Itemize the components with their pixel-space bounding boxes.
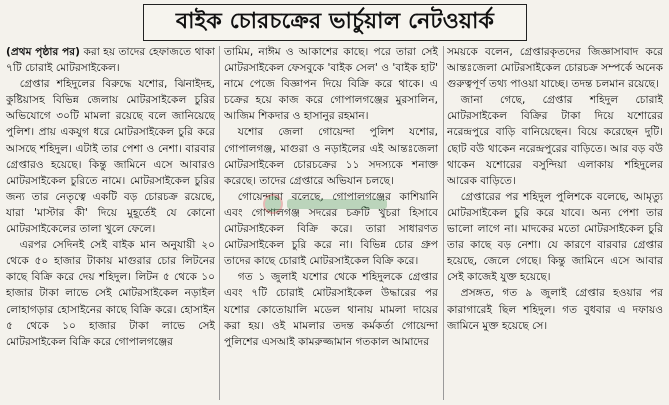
article-paragraph: সময়কে বলেন, গ্রেপ্তারকৃতদের জিজ্ঞাসাবাদ করে আন্তঃজেলা মোটরসাইকেল চোরচক্র সম্পর্কে অনেক গুরুত্বপূর্ণ তথ্য পাওয়া যাচ্ছে। তদন্ত চলমান রয়েছে। xyxy=(447,46,663,91)
paragraph-text: করা হয় তাদের হেফাজতে থাকা ৭টি চোরাই মোটরসাইকেল। xyxy=(6,46,215,75)
article-paragraph: যশোর জেলা গোয়েন্দা পুলিশ যশোর, গোপালগঞ্জ, মাগুরা ও নড়াইলের এই আন্তঃজেলা মোটরসাইকেল চোরচক্রের ১১ সদস্যকে শনাক্ত করেছে। তাদের গ্রেপ্তারে অভিযান চলছে। xyxy=(224,126,438,187)
article-column-1 xyxy=(6,44,215,402)
article-paragraph: গ্রেপ্তার শহিদুলের বিরুদ্ধে যশোর, ঝিনাইদহ, কুষ্টিয়াসহ বিভিন্ন জেলায় মোটরসাইকেল চুরির অভিযোগে ৩০টি মামলা রয়েছে বলে জানিয়েছে পুলিশ। প্রায় একযুগ ধরে মোটরসাইকেল চুরি করে আসছে শহিদুল। এটাই তার পেশা ও নেশা। বারবার গ্রেপ্তারও হয়েছে। কিন্তু জামিনে এসে আবারও মোটরসাইকেল চুরিতে নামে। মোটরসাইকেল চুরির জন্য তার নেতৃত্বে একটি বড় চোরচক্র রয়েছে, যারা 'মাস্টার কী' দিয়ে মুহূর্তেই যে কোনো মোটরসাইকেলের তালা খুলে ফেলে। xyxy=(6,78,215,236)
article-paragraph: এরপর সেদিনই সেই বাইক মান অনুযায়ী ২০ থেকে ৫০ হাজার টাকায় মাগুরার চোর লিটনের কাছে বিক্রি করে দেয় শহিদুল। লিটন ৫ থেকে ১০ হাজার টাকা লাভে সেই মোটরসাইকেল নড়াইল লোহাগড়ার হোসাইনের কাছে বিক্রি করে। হোসাইন ৫ থেকে ১০ হাজার টাকা লাভে সেই মোটরসাইকেল বিক্রি করে গোপালগঞ্জের xyxy=(6,239,215,348)
continued-label: (প্রথম পৃষ্ঠার পর) xyxy=(6,46,80,58)
headline-box xyxy=(143,4,527,41)
column-divider xyxy=(443,46,444,400)
column-divider xyxy=(219,46,220,400)
article-paragraph xyxy=(6,44,215,76)
article-paragraph: জানা গেছে, গ্রেপ্তার শহিদুল চোরাই মোটরসাইকেল বিক্রির টাকা দিয়ে যশোরের নরেন্দ্রপুরে বাড়ি বানিয়েছেন। বিয়ে করেছেন দুটি। ছোট বউ থাকেন নরেন্দ্রপুরের বাড়িতে। আর বড় বউ থাকেন যশোরের বসুন্দিয়া এলাকায় শহিদুলের আরেক বাড়িতে। xyxy=(447,94,663,187)
article-paragraph: তামিম, নাঈম ও আকাশের কাছে। পরে তারা সেই মোটরসাইকেল ফেসবুকে 'বাইক সেল' ও 'বাইক হাট' নামে পেজে বিজ্ঞাপন দিয়ে বিক্রি করে থাকে। এ চক্রের হয়ে কাজ করে গোপালগঞ্জের মুরসালিন, আজিম শিকদার ও হাসানুর রহমান। xyxy=(224,46,438,123)
article-paragraph: প্রসঙ্গত, গত ৯ জুলাই গ্রেপ্তার হওয়ার পর কারাগারেই ছিল শহিদুল। গত বুধবার এ দফায়ও জামিনে মুক্ত হয়েছে সে। xyxy=(447,287,663,332)
article-paragraph: গোয়েন্দারা বলেছে, গোপালগঞ্জের কাশিয়ানি এবং গোপালগঞ্জ সদরের চক্রটি খুচরা হিসাবে মোটরসাইকেল বিক্রি করে। তারা সাধারণত মোটরসাইকেল চুরি করে না। বিভিন্ন চোর গ্রুপ তাদের কাছে চোরাই মোটরসাইকেল বিক্রি করে। xyxy=(224,190,438,268)
headline: বাইক চোরচক্রের ভার্চুয়াল নেটওয়ার্ক xyxy=(175,9,495,34)
article-column-2 xyxy=(224,44,438,402)
article-paragraph: গ্রেপ্তারের পর শহিদুল পুলিশকে বলেছে, আমৃত্যু মোটরসাইকেল চুরি করে যাবে। অন্য পেশা তার ভালো লাগে না। মাদকের মতো মোটরসাইকেল চুরি তার কাছে বড় নেশা। যে কারণে বারবার গ্রেপ্তার হয়েছে, জেলে গেছে। কিন্তু জামিনে এসে আবার সেই কাজেই যুক্ত হয়েছে। xyxy=(447,190,663,284)
article-paragraph: গত ১ জুলাই যশোর থেকে শহিদুলকে গ্রেপ্তার এবং ৭টি চোরাই মোটরসাইকেল উদ্ধারের পর যশোর কোতোয়ালি মডেল থানায় মামলা দায়ের করা হয়। ওই মামলার তদন্ত কর্মকর্তা গোয়েন্দা পুলিশের এসআই কামরুজ্জামান গতকাল আমাদের xyxy=(224,271,438,348)
article-column-3 xyxy=(447,44,663,402)
